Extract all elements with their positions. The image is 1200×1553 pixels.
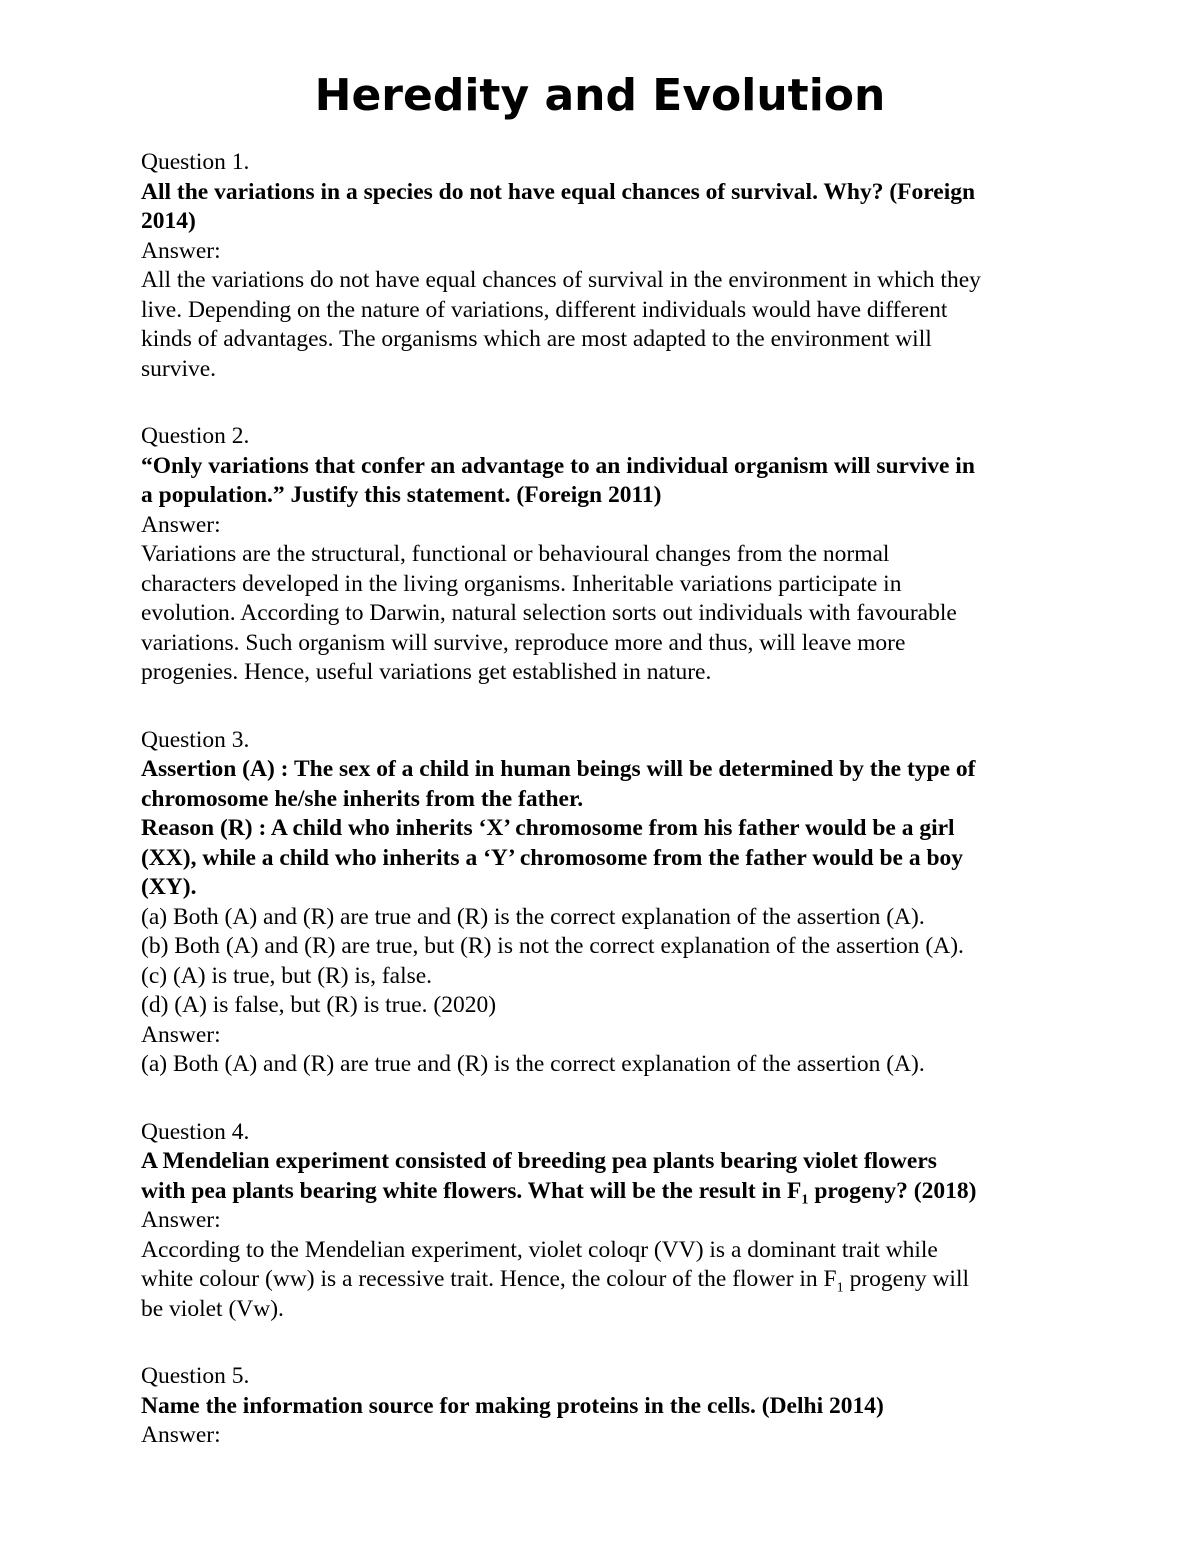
question-label: Question 4. (141, 1118, 250, 1145)
question-text-part: progeny? (2018) (808, 1177, 977, 1204)
answer-text: (a) Both (A) and (R) are true and (R) is the correct explanation of the assertion (A). (141, 1051, 925, 1077)
question-text: 2014) (141, 208, 196, 234)
page-title: Heredity and Evolution (314, 70, 886, 121)
reason-text: Reason (R) : A child who inherits ‘X’ chromosome from his father would be a girl (141, 815, 955, 841)
document-body (141, 148, 1061, 1489)
question-label: Question 5. (141, 1363, 250, 1389)
question-text (141, 1177, 1061, 1207)
answer-text (141, 1265, 1061, 1295)
answer-text: According to the Mendelian experiment, violet coloqr (VV) is a dominant trait while (141, 1236, 938, 1263)
question-label: Question 3. (141, 726, 250, 753)
question-text: a population.” Justify this statement. (Foreign 2011) (141, 482, 662, 508)
question-text: Name the information source for making proteins in the cells. (Delhi 2014) (141, 1392, 884, 1419)
question-text: “Only variations that confer an advantage to an individual organism will survive in (141, 452, 975, 479)
question-text: All the variations in a species do not have equal chances of survival. Why? (Foreign (141, 178, 976, 205)
option-b: (b) Both (A) and (R) are true, but (R) is not the correct explanation of the assertion (A). (141, 933, 964, 959)
question-label: Question 1. (141, 149, 250, 175)
subscript: 1 (801, 1191, 809, 1208)
assertion-text: Assertion (A) : The sex of a child in human beings will be determined by the type of (141, 756, 976, 782)
answer-label: Answer: (141, 237, 221, 264)
answer-text-part: progeny will (843, 1266, 970, 1292)
subscript: 1 (836, 1279, 844, 1296)
answer-text-part: white colour (ww) is a recessive trait. Hence, the colour of the flower in F (141, 1266, 837, 1292)
reason-text: (XY). (141, 874, 197, 900)
question-3 (141, 726, 1061, 1080)
question-label: Question 2. (141, 423, 250, 449)
answer-text: variations. Such organism will survive, reproduce more and thus, will leave more (141, 629, 906, 656)
answer-label: Answer: (141, 511, 221, 538)
reason-text: (XX), while a child who inherits a ‘Y’ chromosome from the father would be a boy (141, 844, 964, 871)
answer-text: live. Depending on the nature of variations, different individuals would have different (141, 296, 948, 323)
answer-text: progenies. Hence, useful variations get established in nature. (141, 659, 712, 685)
answer-text: All the variations do not have equal chances of survival in the environment in which they (141, 267, 981, 293)
question-text: A Mendelian experiment consisted of breeding pea plants bearing violet flowers (141, 1148, 937, 1174)
answer-text: be violet (Vw). (141, 1295, 284, 1322)
question-text-part: with pea plants bearing white flowers. What will be the result in F (141, 1177, 802, 1204)
option-c: (c) (A) is true, but (R) is, false. (141, 962, 433, 989)
answer-label: Answer: (141, 1422, 221, 1448)
option-a: (a) Both (A) and (R) are true and (R) is the correct explanation of the assertion (A). (141, 903, 925, 930)
question-5 (141, 1362, 1061, 1451)
answer-text: characters developed in the living organisms. Inheritable variations participate in (141, 570, 902, 597)
answer-text: Variations are the structural, functional or behavioural changes from the normal (141, 541, 890, 567)
assertion-text: chromosome he/she inherits from the father. (141, 785, 584, 812)
option-d: (d) (A) is false, but (R) is true. (2020) (141, 992, 497, 1018)
question-1 (141, 148, 1061, 384)
question-4 (141, 1118, 1061, 1325)
question-2 (141, 422, 1061, 688)
answer-text: survive. (141, 355, 217, 382)
answer-label: Answer: (141, 1021, 221, 1048)
answer-label: Answer: (141, 1207, 221, 1233)
answer-text: evolution. According to Darwin, natural selection sorts out individuals with favourable (141, 600, 957, 626)
answer-text: kinds of advantages. The organisms which are most adapted to the environment will (141, 326, 932, 352)
